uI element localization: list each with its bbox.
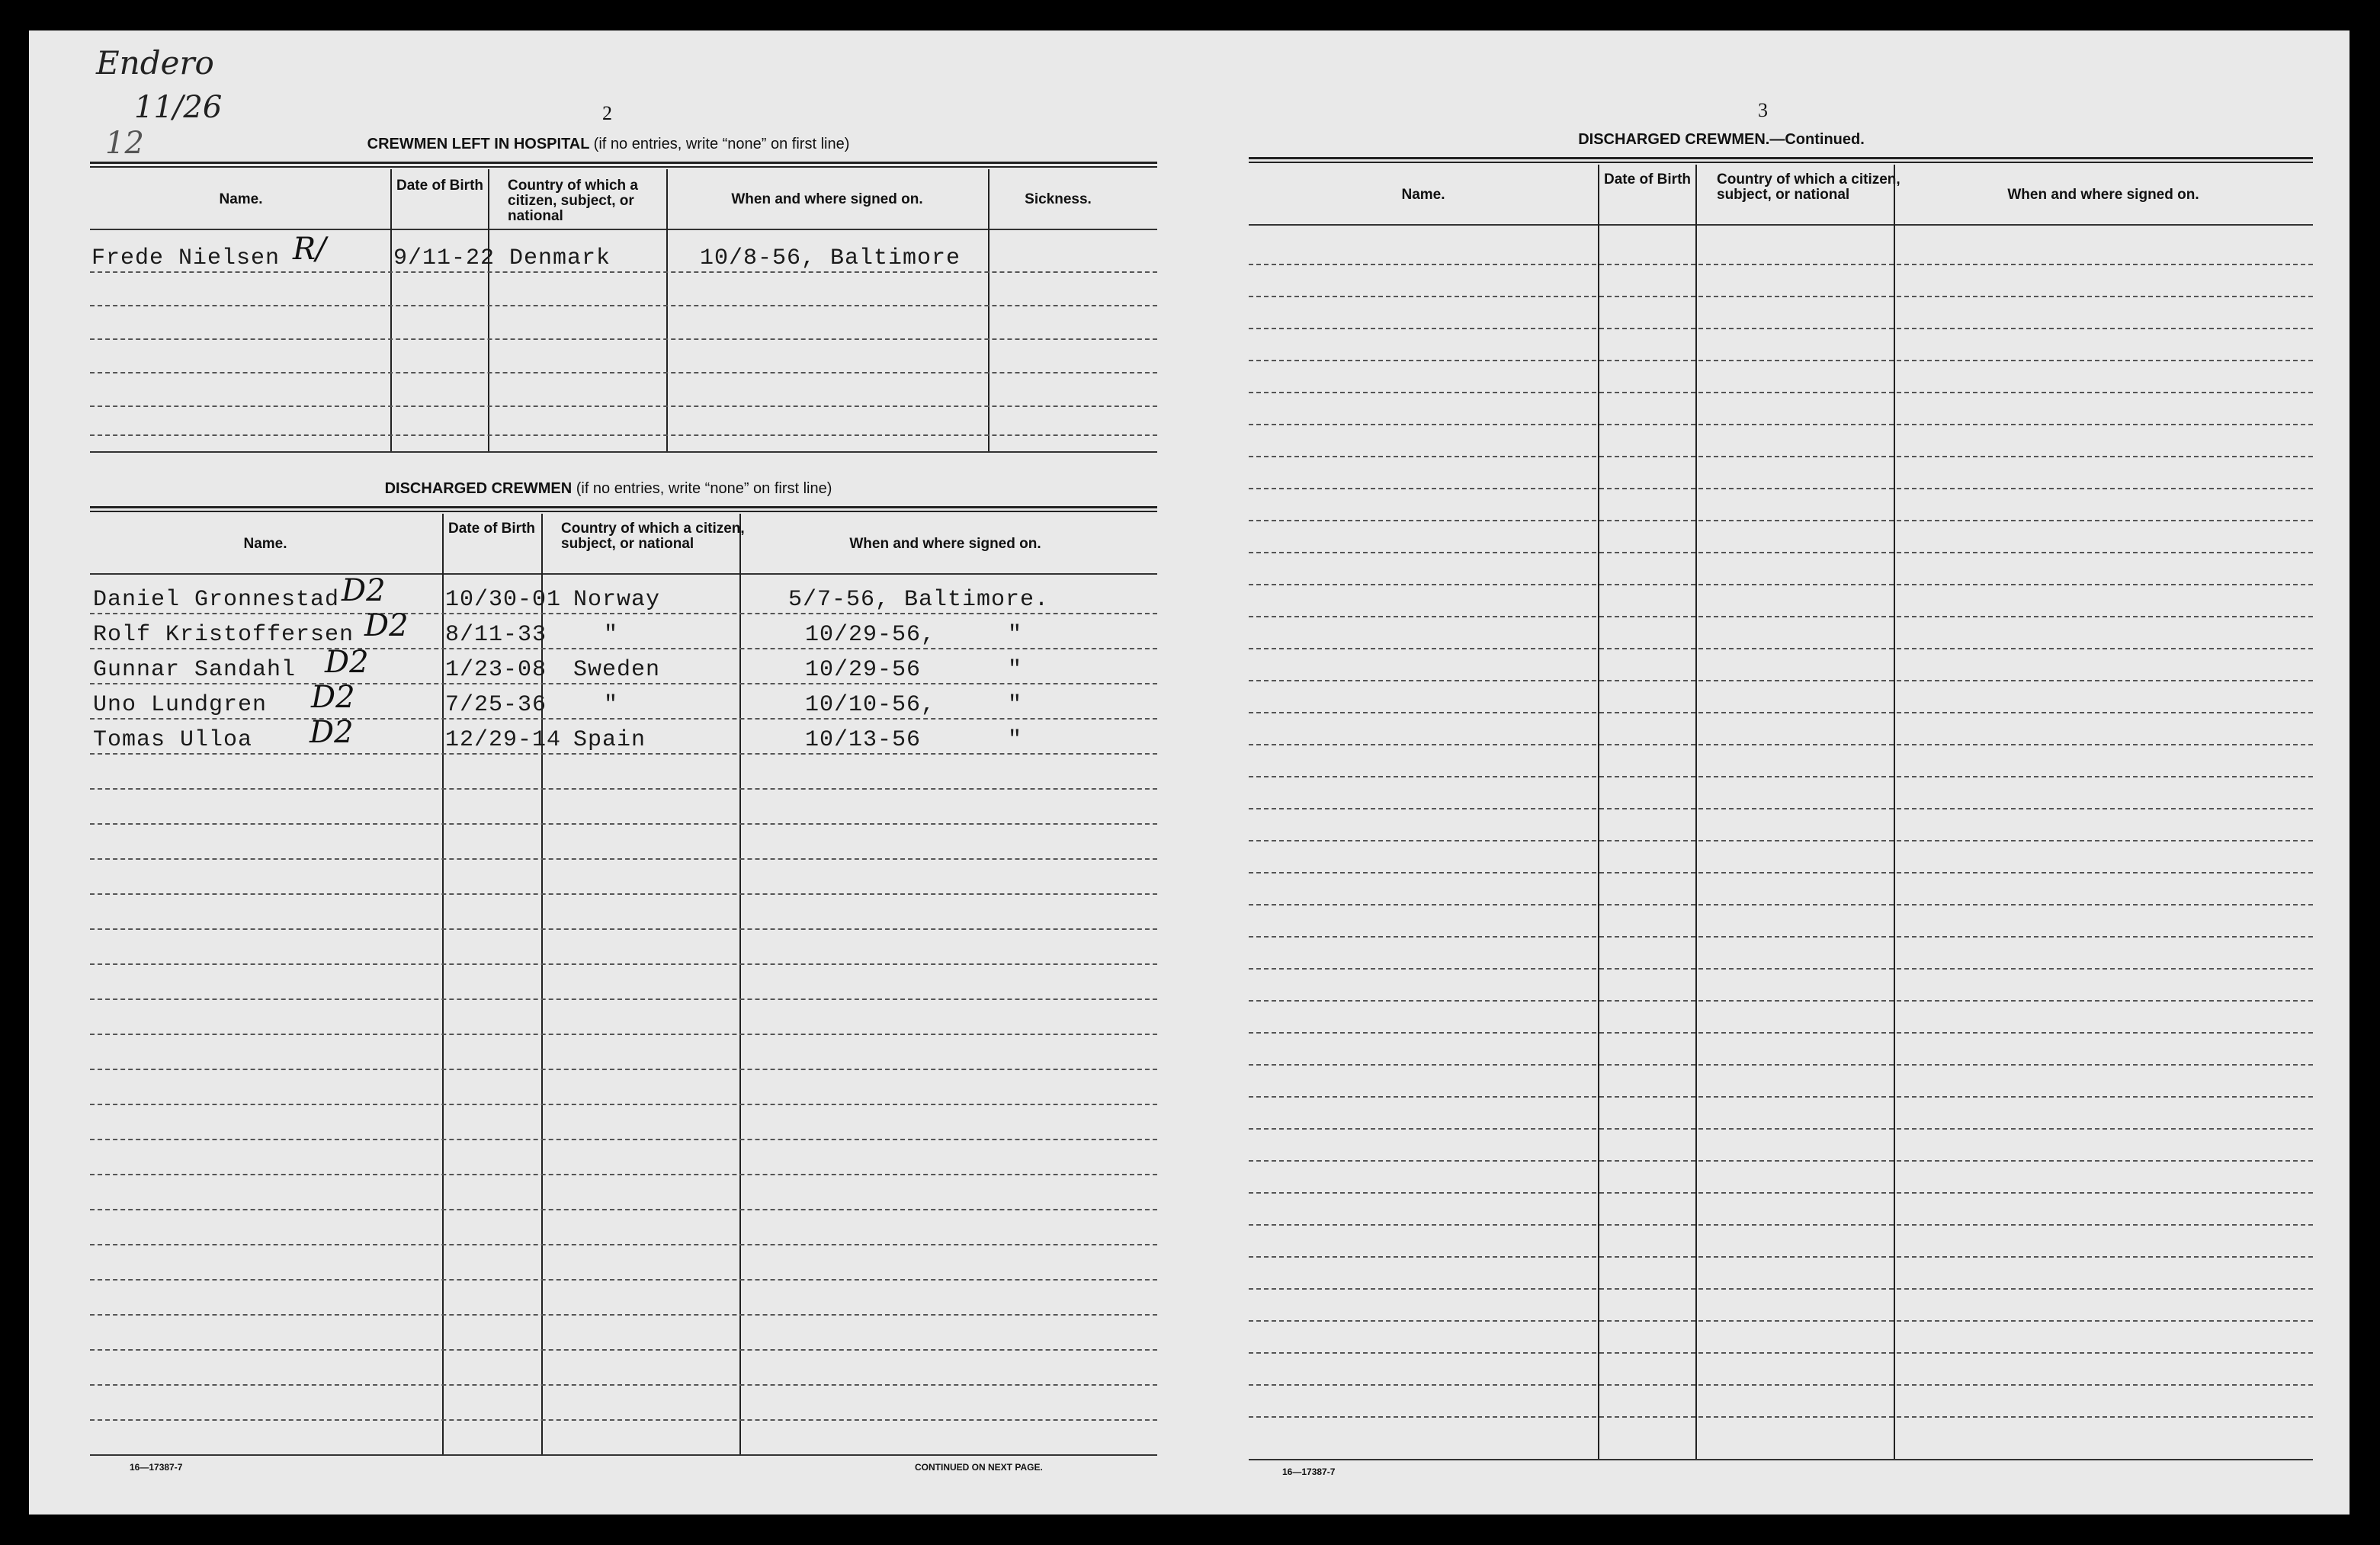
handwritten-note-number: 12: [105, 126, 144, 161]
discharged-row-initials: D2: [364, 608, 409, 643]
discharged-row-initials: D2: [310, 715, 354, 750]
hospital-col-dob: Date of Birth: [396, 178, 483, 194]
hospital-col-signed-on: When and where signed on.: [731, 191, 923, 207]
discharged-row-name: Daniel Gronnestad: [93, 587, 340, 613]
discharged-col-signed-on: When and where signed on.: [849, 536, 1041, 552]
hospital-section-title: CREWMEN LEFT IN HOSPITAL (if no entries, write “none” on first line): [367, 136, 850, 152]
discharged-row-ditto: ": [1008, 727, 1023, 753]
discharged-row-country: ": [604, 622, 619, 648]
discharged-row-ditto: ": [1008, 622, 1023, 648]
right-col-dob: Date of Birth: [1604, 171, 1691, 188]
discharged-row-country: Sweden: [573, 657, 661, 683]
discharged-col-country: Country of which a citizen, subject, or national: [561, 521, 745, 552]
discharged-col-dob: Date of Birth: [448, 521, 535, 537]
discharged-row-name: Uno Lundgren: [93, 692, 268, 718]
form-number-left: 16—17387-7: [130, 1462, 183, 1473]
document-sheet: [29, 30, 2350, 1515]
hospital-row-country: Denmark: [509, 245, 611, 271]
discharged-row-initials: D2: [325, 645, 369, 680]
discharged-row-dob: 8/11-33: [445, 622, 547, 648]
discharged-section-title: DISCHARGED CREWMEN (if no entries, write “none” on first line): [384, 480, 832, 497]
hospital-col-country: Country of which a citizen, subject, or national: [508, 178, 638, 224]
discharged-row-dob: 7/25-36: [445, 692, 547, 718]
discharged-row-name: Gunnar Sandahl: [93, 657, 297, 683]
discharged-row-name: Tomas Ulloa: [93, 727, 253, 753]
form-number-right: 16—17387-7: [1282, 1466, 1336, 1477]
hospital-row-name: Frede Nielsen: [91, 245, 281, 271]
discharged-row-signed-on: 10/10-56,: [805, 692, 936, 718]
hospital-row-dob: 9/11-22: [393, 245, 496, 271]
discharged-row-dob: 1/23-08: [445, 657, 547, 683]
discharged-row-ditto: ": [1008, 692, 1023, 718]
discharged-row-initials: D2: [342, 573, 386, 608]
discharged-row-dob: 10/30-01: [445, 587, 562, 613]
discharged-row-signed-on: 10/13-56: [805, 727, 922, 753]
discharged-col-name: Name.: [243, 536, 287, 552]
right-col-signed-on: When and where signed on.: [2007, 187, 2199, 203]
continued-note: CONTINUED ON NEXT PAGE.: [915, 1462, 1043, 1473]
discharged-row-country: Norway: [573, 587, 661, 613]
discharged-row-signed-on: 10/29-56: [805, 657, 922, 683]
right-col-name: Name.: [1401, 187, 1445, 203]
right-section-title: DISCHARGED CREWMEN.—Continued.: [1578, 131, 1865, 148]
hospital-row-signed-on: 10/8-56, Baltimore: [700, 245, 961, 271]
discharged-row-ditto: ": [1008, 657, 1023, 683]
page-number-right: 3: [1758, 99, 1768, 121]
right-col-country: Country of which a citizen, subject, or national: [1717, 171, 1900, 203]
discharged-row-country: Spain: [573, 727, 646, 753]
handwritten-note-name: Endero: [96, 44, 214, 82]
discharged-row-name: Rolf Kristoffersen: [93, 622, 354, 648]
page-number-left: 2: [602, 102, 612, 124]
hospital-col-sickness: Sickness.: [1025, 191, 1092, 207]
discharged-row-signed-on: 5/7-56, Baltimore.: [788, 587, 1050, 613]
hospital-col-name: Name.: [219, 191, 263, 207]
discharged-row-signed-on: 10/29-56,: [805, 622, 936, 648]
discharged-row-initials: D2: [311, 680, 355, 715]
discharged-row-country: ": [604, 692, 619, 718]
handwritten-note-date: 11/26: [134, 90, 223, 125]
hospital-row-initials: R/: [293, 232, 326, 267]
discharged-row-dob: 12/29-14: [445, 727, 562, 753]
